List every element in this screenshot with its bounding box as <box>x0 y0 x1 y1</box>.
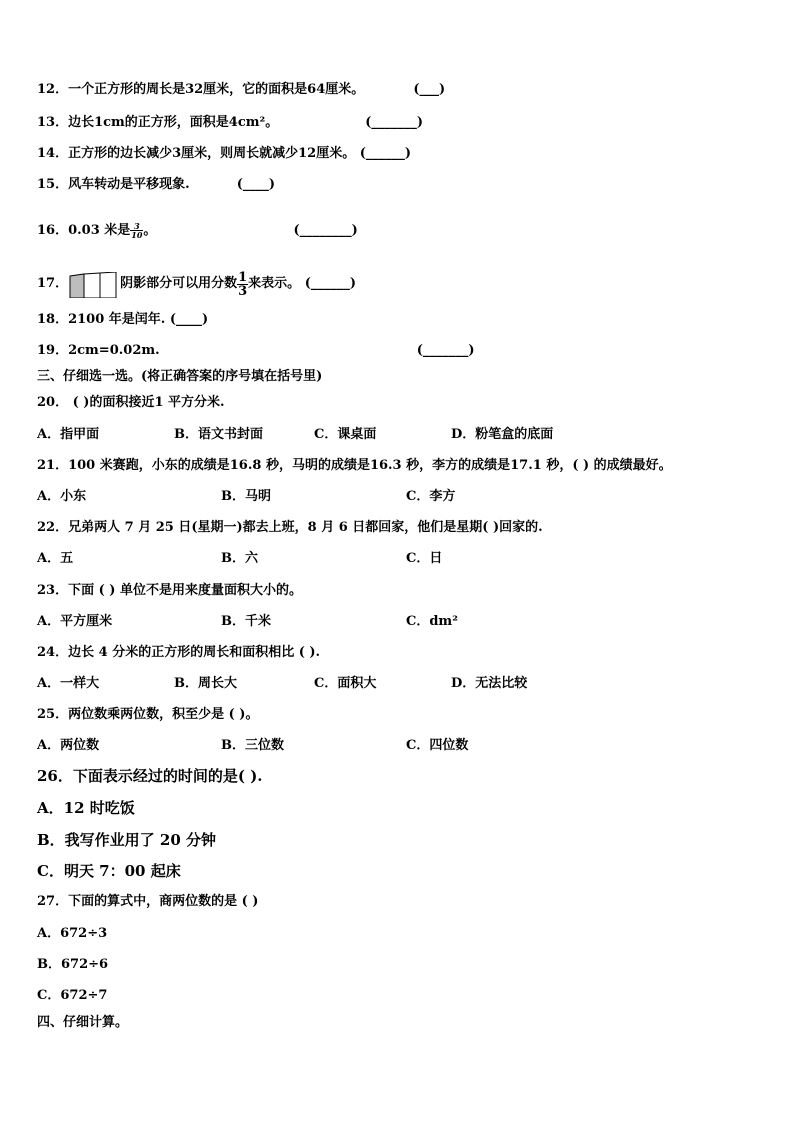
question-23: 23．下面 ( ) 单位不是用来度量面积大小的。 <box>37 583 302 598</box>
question-24: 24．边长 4 分米的正方形的周长和面积相比 ( ). <box>37 645 321 660</box>
question-12: 12．一个正方形的周长是32厘米，它的面积是64厘米。 (___) <box>37 82 446 97</box>
option-b[interactable]: B．周长大 <box>174 676 237 691</box>
option-c[interactable]: C．面积大 <box>314 676 377 691</box>
option-c[interactable]: C．672÷7 <box>37 988 108 1003</box>
answer-blank[interactable]: (______) <box>304 276 357 291</box>
answer-blank[interactable]: (_______) <box>416 343 475 358</box>
option-c[interactable]: C．课桌面 <box>314 427 377 442</box>
option-b[interactable]: B．千米 <box>221 614 271 629</box>
option-a[interactable]: A．平方厘米 <box>37 614 113 629</box>
answer-blank[interactable]: (______) <box>359 146 412 161</box>
option-b[interactable]: B．我写作业用了 20 分钟 <box>37 831 216 849</box>
option-a[interactable]: A．一样大 <box>37 676 100 691</box>
option-c[interactable]: C．明天 7：00 起床 <box>37 862 181 880</box>
question-20: 20． ( )的面积接近1 平方分米. <box>37 395 225 410</box>
fraction: $\frac{1}{3}$ <box>238 269 248 299</box>
question-19: 19．2cm=0.02m. (_______) <box>37 343 475 358</box>
option-c[interactable]: C．李方 <box>406 489 456 504</box>
option-b[interactable]: B．语文书封面 <box>174 427 263 442</box>
question-18: 18．2100 年是闰年. (____) <box>37 312 209 327</box>
answer-blank[interactable]: (_______) <box>365 115 424 130</box>
answer-blank[interactable]: (________) <box>293 223 358 238</box>
option-c[interactable]: C．日 <box>406 551 443 566</box>
question-26: 26．下面表示经过的时间的是( ). <box>37 767 263 785</box>
option-a[interactable]: A．两位数 <box>37 738 100 753</box>
option-a[interactable]: A．672÷3 <box>37 926 108 941</box>
question-13: 13．边长1cm的正方形，面积是4cm²。 (_______) <box>37 115 424 130</box>
question-27: 27．下面的算式中，商两位数的是 ( ) <box>37 894 259 909</box>
question-22: 22．兄弟两人 7 月 25 日(星期一)都去上班，8 月 6 日都回家，他们是星期( )回家的. <box>37 520 543 535</box>
shaded-rectangle-figure <box>68 272 118 296</box>
question-15: 15．风车转动是平移现象. (____) <box>37 177 275 192</box>
answer-blank[interactable]: (____) <box>169 312 209 327</box>
option-c[interactable]: C．四位数 <box>406 738 469 753</box>
question-16: 16．0.03 米是 $\frac{3}{10}$ 。 (________) <box>37 221 358 240</box>
section-3-heading: 三、仔细选一选。(将正确答案的序号填在括号里) <box>37 369 323 384</box>
option-d[interactable]: D．无法比较 <box>451 676 528 691</box>
option-b[interactable]: B．马明 <box>221 489 271 504</box>
option-a[interactable]: A．12 时吃饭 <box>37 799 135 817</box>
question-14: 14．正方形的边长减少3厘米，则周长就减少12厘米。 (______) <box>37 146 412 161</box>
option-c[interactable]: C．dm² <box>406 614 458 629</box>
option-a[interactable]: A．小东 <box>37 489 87 504</box>
answer-blank[interactable]: (____) <box>236 177 275 192</box>
option-b[interactable]: B．三位数 <box>221 738 284 753</box>
answer-blank[interactable]: (___) <box>413 82 446 97</box>
option-a[interactable]: A．五 <box>37 551 74 566</box>
option-b[interactable]: B．672÷6 <box>37 957 109 972</box>
question-25: 25．两位数乘两位数，积至少是 ( )。 <box>37 707 259 722</box>
fraction: $\frac{3}{10}$ <box>131 221 143 240</box>
question-21: 21．100 米赛跑，小东的成绩是16.8 秒，马明的成绩是16.3 秒，李方的成绩是17.1 秒，( ) 的成绩最好。 <box>37 458 672 473</box>
option-b[interactable]: B．六 <box>221 551 258 566</box>
option-a[interactable]: A．指甲面 <box>37 427 100 442</box>
question-17: 17． 阴影部分可以用分数 $\frac{1}{3}$ 来表示。 (______) <box>37 269 357 299</box>
option-d[interactable]: D．粉笔盒的底面 <box>451 427 554 442</box>
section-4-heading: 四、仔细计算。 <box>37 1015 129 1030</box>
